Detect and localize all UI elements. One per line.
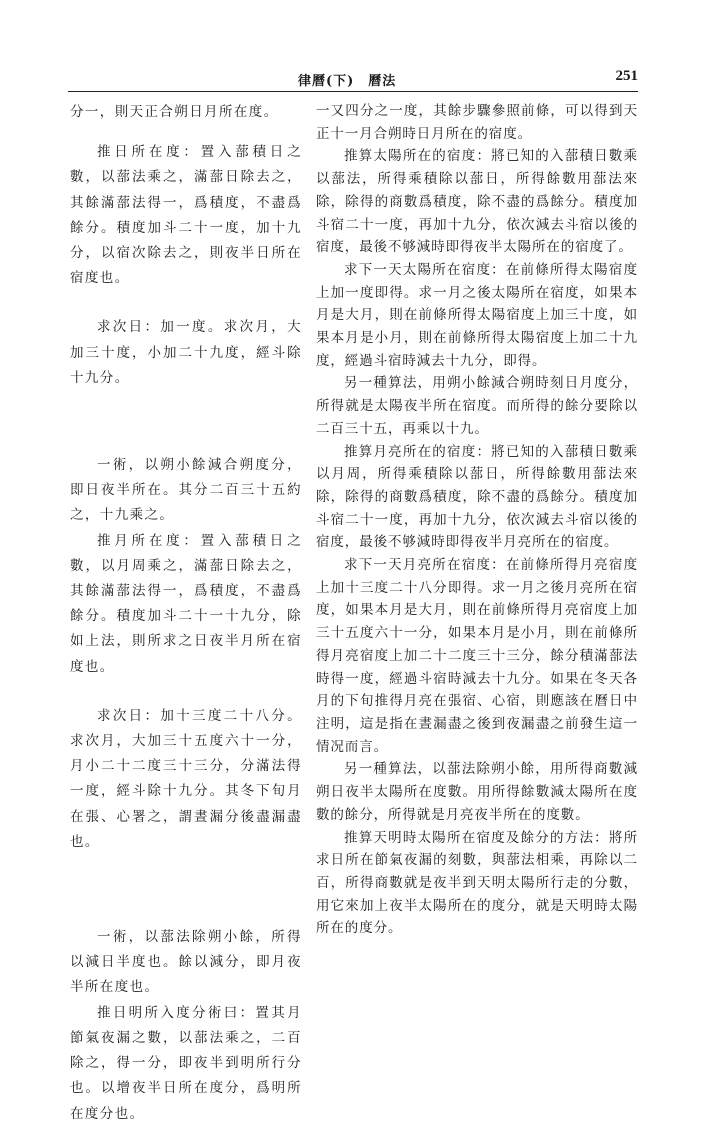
running-header-title: 律曆(下) 曆法 (298, 74, 397, 89)
left-paragraph: 推日所在度：置入蔀積日之數，以蔀法乘之，滿蔀日除去之，其餘滿蔀法得一，爲積度，不盡爲餘分。積度加斗二十一度，加十九分，以宿次除去之，則夜半日所在宿度也。 (70, 144, 302, 287)
left-paragraph: 求次日：加一度。求次月，大加三十度，小加二十九度，經斗除十九分。 (70, 319, 302, 386)
right-paragraph: 另一種算法，以蔀法除朔小餘，用所得商數減朔日夜半太陽所在度數。用所得餘數減太陽所在度數的餘分，所得就是月亮夜半所在的度數。 (316, 761, 638, 823)
left-paragraph: 推日明所入度分術曰：置其月節氣夜漏之數，以蔀法乘之，二百除之，得一分，即夜半到明所行分也。以增夜半日所在度分，爲明所在度分也。 (70, 1004, 302, 1122)
page-number: 251 (615, 68, 638, 84)
left-paragraph: 分一，則天正合朔日月所在度。 (70, 104, 279, 120)
left-paragraph: 推月所在度：置入蔀積日之數，以月周乘之，滿蔀日除去之，其餘滿蔀法得一，爲積度，不盡爲餘分。積度加斗二十一十九分，除如上法，則所求之日夜半月所在宿度也。 (70, 532, 302, 675)
header-rule (68, 91, 638, 92)
right-paragraph: 一又四分之一度，其餘步驟參照前條，可以得到天正十一月合朔時日月所在的宿度。 (316, 103, 638, 142)
right-paragraph: 求下一天月亮所在宿度：在前條所得月亮宿度上加十三度二十八分即得。求一月之後月亮所在宿度，如果本月是大月，則在前條所得月亮宿度上加三十五度六十一分，如果本月是小月，則在前條所得月亮宿度上加二十二度三十三分，餘分積滿蔀法時得一度，經過斗宿時減去十九分。如果在冬天各月的下旬推得月亮在張宿、心宿，則應該在曆日中注明，這是指在晝漏盡之後到夜漏盡之前發生這一情况而言。 (316, 557, 638, 755)
paragraph-gap (70, 391, 302, 453)
right-paragraph: 求下一天太陽所在宿度：在前條所得太陽宿度上加一度即得。求一月之後太陽所在宿度，如果本月是大月，則在前條所得太陽宿度上加三十度，如果本月是小月，則在前條所得太陽宿度上加二十九度，經過斗宿時減去十九分，即得。 (316, 261, 638, 369)
left-paragraph: 求次日：加十三度二十八分。求次月，大加三十五度六十一分，月小二十二度三十三分，分滿法得一度，經斗除十九分。其冬下旬月在張、心署之，謂晝漏分後盡漏盡也。 (70, 707, 302, 850)
running-header (68, 68, 638, 90)
paragraph-gap (70, 291, 302, 315)
left-column-classical-text (70, 100, 302, 1127)
right-paragraph: 推算天明時太陽所在宿度及餘分的方法：將所求日所在節氣夜漏的刻數，與蔀法相乘，再除以二百，所得商數就是夜半到天明太陽所行走的分數，用它來加上夜半太陽所在的度分，就是天明時太陽所在的度分。 (316, 829, 638, 937)
right-column-translation (316, 100, 638, 940)
right-paragraph: 推算太陽所在的宿度：將已知的入蔀積日數乘以蔀法，所得乘積除以蔀日，所得餘數用蔀法來除，除得的商數爲積度，除不盡的爲餘分。積度加斗宿二十一度，再加十九分，依次減去斗宿以後的宿度，最後不够減時即得夜半太陽所在的宿度了。 (316, 148, 638, 256)
left-paragraph: 一術，以蔀法除朔小餘，所得以減日半度也。餘以減分，即月夜半所在度也。 (70, 929, 302, 996)
paragraph-gap (70, 855, 302, 925)
paragraph-gap (70, 680, 302, 704)
paragraph-gap (70, 125, 302, 140)
left-paragraph: 一術，以朔小餘減合朔度分，即日夜半所在。其分二百三十五約之，十九乘之。 (70, 457, 302, 524)
right-paragraph: 另一種算法，用朔小餘減合朔時刻日月度分，所得就是太陽夜半所在宿度。而所得的餘分要除以二百三十五，再乘以十九。 (316, 375, 638, 437)
right-paragraph: 推算月亮所在的宿度：將已知的入蔀積日數乘以月周，所得乘積除以蔀日，所得餘數用蔀法來除，除得的商數爲積度，除不盡的爲餘分。積度加斗宿二十一度，再加十九分，依次減去斗宿以後的宿度，最後不够減時即得夜半月亮所在的宿度。 (316, 443, 638, 551)
